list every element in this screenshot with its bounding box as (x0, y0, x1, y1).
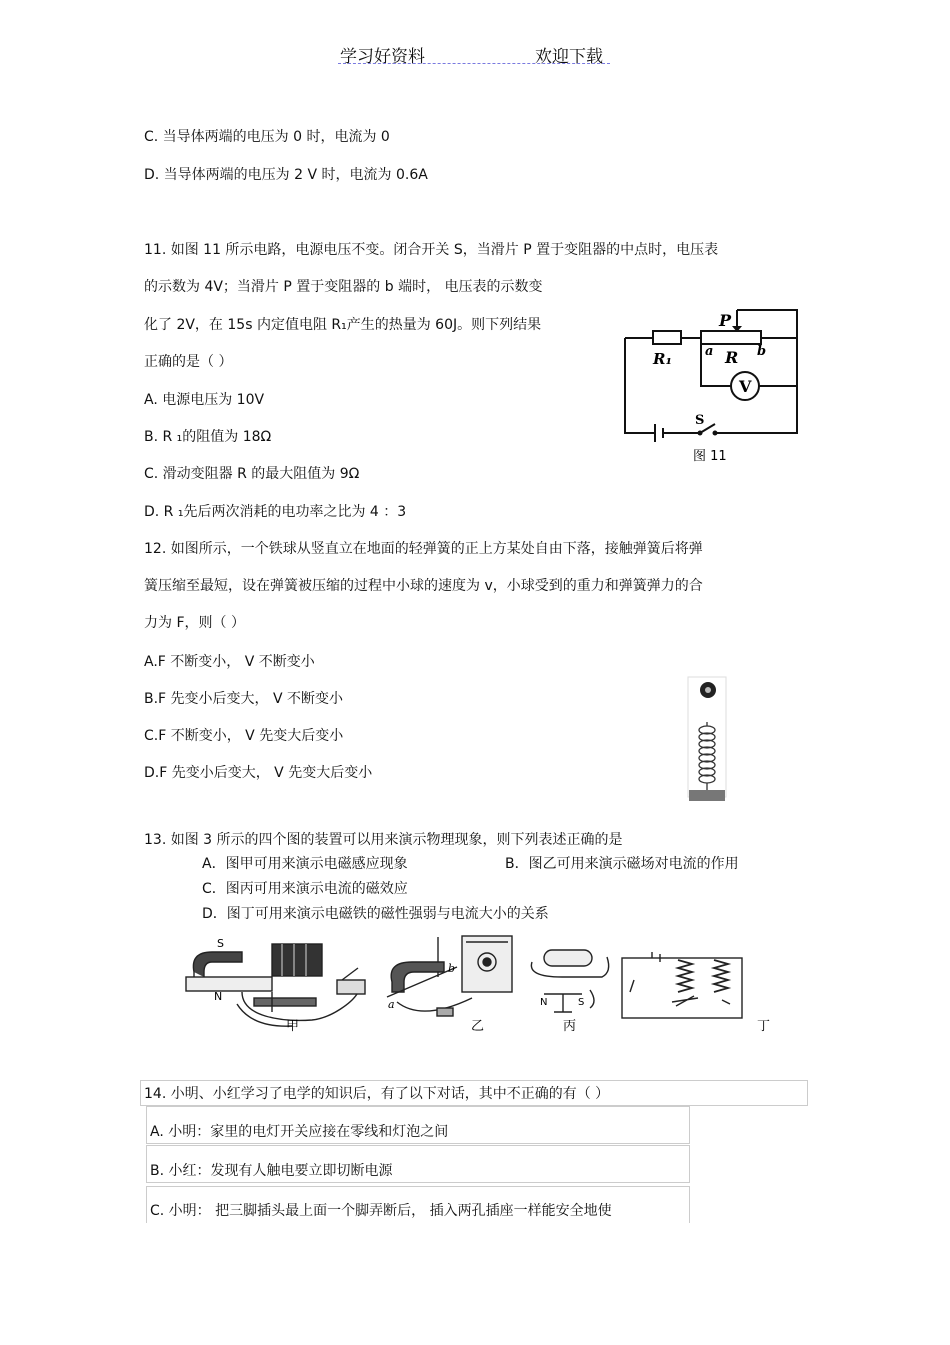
q11-stem-line1: 11. 如图 11 所示电路，电源电压不变。闭合开关 S，当滑片 P 置于变阻器的中点时，电压表 (144, 242, 719, 258)
label-needle-n: N (540, 997, 548, 1008)
label-a: a (705, 344, 714, 359)
caption-ding: 丁 (757, 1019, 771, 1034)
q12-stem-line3: 力为 F，则（ ） (144, 615, 245, 631)
q12-option-b: B.F 先变小后变大， V 不断变小 (144, 691, 344, 707)
ball-spring-figure (687, 676, 727, 804)
caption-bing: 丙 (563, 1019, 577, 1034)
q11-stem-line4: 正确的是（ ） (144, 354, 233, 370)
q11-option-d: D. R ₁先后两次消耗的电功率之比为 4 ：3 (144, 504, 407, 520)
label-s: S (217, 937, 224, 950)
figure-11-caption: 图 11 (693, 449, 727, 464)
q11-option-b: B. R ₁的阻值为 18Ω (144, 429, 272, 445)
q13-option-d: D．图丁可用来演示电磁铁的磁性强弱与电流大小的关系 (202, 906, 549, 922)
q12-stem-line2: 簧压缩至最短，设在弹簧被压缩的过程中小球的速度为 v，小球受到的重力和弹簧弹力的合 (144, 578, 703, 594)
q12-option-d: D.F 先变小后变大， V 先变大后变小 (144, 765, 373, 781)
q13-stem: 13. 如图 3 所示的四个图的装置可以用来演示物理现象，则下列表述正确的是 (144, 832, 623, 848)
q13-option-c: C．图丙可用来演示电流的磁效应 (202, 881, 408, 897)
header-divider (338, 63, 610, 64)
label-voltmeter: V (739, 377, 752, 396)
label-p: P (719, 311, 732, 330)
circuit-diagram-figure-11 (615, 300, 805, 470)
q10-option-d: D. 当导体两端的电压为 2 V 时，电流为 0.6A (144, 167, 428, 183)
header-right: 欢迎下载 (535, 47, 603, 67)
q12-option-c: C.F 不断变小， V 先变大后变小 (144, 728, 344, 744)
q14-option-c: C. 小明： 把三脚插头最上面一个脚弄断后， 插入两孔插座一样能安全地使 (150, 1203, 612, 1219)
q12-option-a: A.F 不断变小， V 不断变小 (144, 654, 315, 670)
q14-stem: 14. 小明、小红学习了电学的知识后，有了以下对话，其中不正确的有（ ） (144, 1086, 610, 1102)
caption-yi: 乙 (471, 1019, 485, 1034)
q11-stem-line3: 化了 2V，在 15s 内定值电阻 R₁产生的热量为 60J。则下列结果 (144, 317, 542, 333)
q13-option-b: B．图乙可用来演示磁场对电流的作用 (505, 856, 739, 872)
q14-option-b: B. 小红：发现有人触电要立即切断电源 (150, 1163, 393, 1179)
q10-option-c: C. 当导体两端的电压为 0 时，电流为 0 (144, 129, 390, 145)
q11-option-c: C. 滑动变阻器 R 的最大阻值为 9Ω (144, 466, 360, 482)
header-left: 学习好资料 (340, 47, 425, 67)
q11-option-a: A. 电源电压为 10V (144, 392, 265, 408)
label-switch: S (695, 413, 705, 428)
label-b: b (757, 344, 767, 359)
label-r1: R₁ (653, 350, 673, 368)
q12-stem-line1: 12. 如图所示，一个铁球从竖直立在地面的轻弹簧的正上方某处自由下落，接触弹簧后将弹 (144, 541, 703, 557)
label-r: R (725, 348, 739, 367)
q13-option-a: A．图甲可用来演示电磁感应现象 (202, 856, 408, 872)
label-wire-b: b (448, 962, 456, 975)
q11-stem-line2: 的示数为 4V；当滑片 P 置于变阻器的 b 端时， 电压表的示数变 (144, 279, 543, 295)
label-n: N (214, 990, 223, 1003)
label-needle-s: S (578, 997, 585, 1008)
apparatus-figures-3 (182, 932, 782, 1037)
label-wire-a: a (388, 998, 395, 1011)
q14-option-a: A. 小明：家里的电灯开关应接在零线和灯泡之间 (150, 1124, 449, 1140)
caption-jia: 甲 (286, 1019, 300, 1034)
